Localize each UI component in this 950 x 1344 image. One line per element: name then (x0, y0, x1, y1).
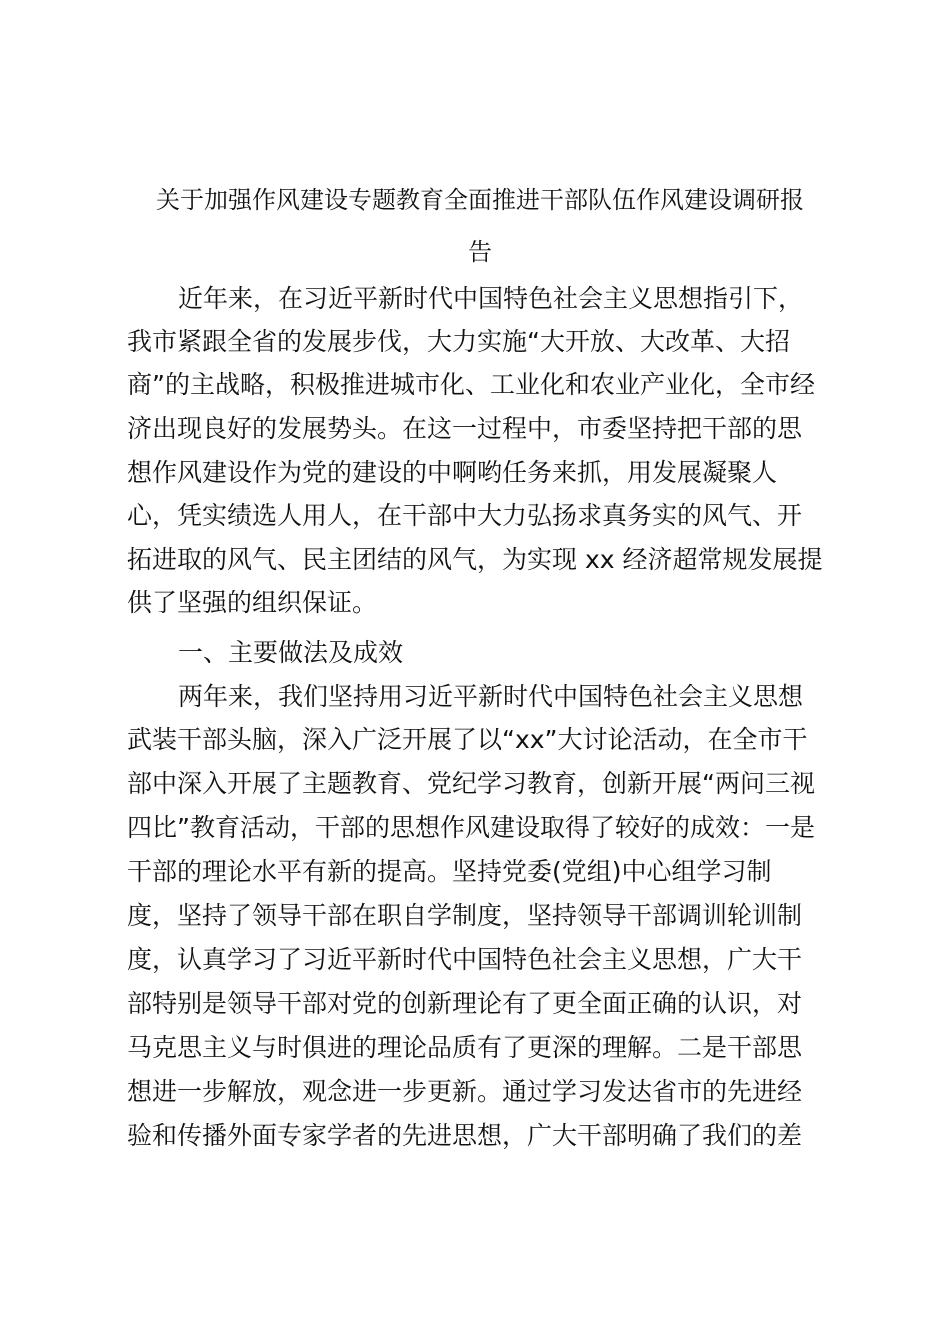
paragraph-line: 两年来，我们坚持用习近平新时代中国特色社会主义思想 (178, 682, 804, 711)
paragraph-line: 近年来，在习近平新时代中国特色社会主义思想指引下， (178, 284, 804, 313)
paragraph-line: 拓进取的风气、民主团结的风气，为实现 xx 经济超常规发展提 (127, 545, 823, 574)
paragraph-line: 马克思主义与时俱进的理论品质有了更深的理解。二是干部思 (127, 1033, 803, 1062)
document-title-line-1: 关于加强作风建设专题教育全面推进干部队伍作风建设调研报 (156, 186, 804, 214)
paragraph-line: 四比”教育活动，干部的思想作风建设取得了较好的成效：一是 (127, 813, 815, 842)
paragraph-line: 度，认真学习了习近平新时代中国特色社会主义思想，广大干 (127, 945, 803, 974)
paragraph-line: 干部的理论水平有新的提高。坚持党委(党组)中心组学习制 (127, 857, 772, 886)
paragraph-line: 部特别是领导干部对党的创新理论有了更全面正确的认识，对 (127, 989, 803, 1018)
paragraph-line: 想进一步解放，观念进一步更新。通过学习发达省市的先进经 (127, 1077, 803, 1106)
paragraph-line: 验和传播外面专家学者的先进思想，广大干部明确了我们的差 (127, 1121, 803, 1150)
document-title-line-2: 告 (468, 238, 492, 266)
paragraph-line: 济出现良好的发展势头。在这一过程中，市委坚持把干部的思 (127, 414, 803, 443)
paragraph-line: 度，坚持了领导干部在职自学制度，坚持领导干部调训轮训制 (127, 901, 803, 930)
paragraph-line: 我市紧跟全省的发展步伐，大力实施“大开放、大改革、大招 (127, 327, 790, 356)
paragraph-line: 武装干部头脑，深入广泛开展了以“xx”大讨论活动，在全市干 (127, 725, 808, 754)
paragraph-line: 部中深入开展了主题教育、党纪学习教育，创新开展“两问三视 (127, 769, 815, 798)
paragraph-line: 想作风建设作为党的建设的中啊哟任务来抓，用发展凝聚人 (127, 458, 778, 487)
paragraph-line: 心，凭实绩选人用人，在干部中大力弘扬求真务实的风气、开 (127, 501, 803, 530)
paragraph-line: 商”的主战略，积极推进城市化、工业化和农业产业化，全市经 (127, 370, 815, 399)
paragraph-line: 供了坚强的组织保证。 (127, 588, 378, 617)
section-heading: 一、主要做法及成效 (178, 638, 404, 667)
